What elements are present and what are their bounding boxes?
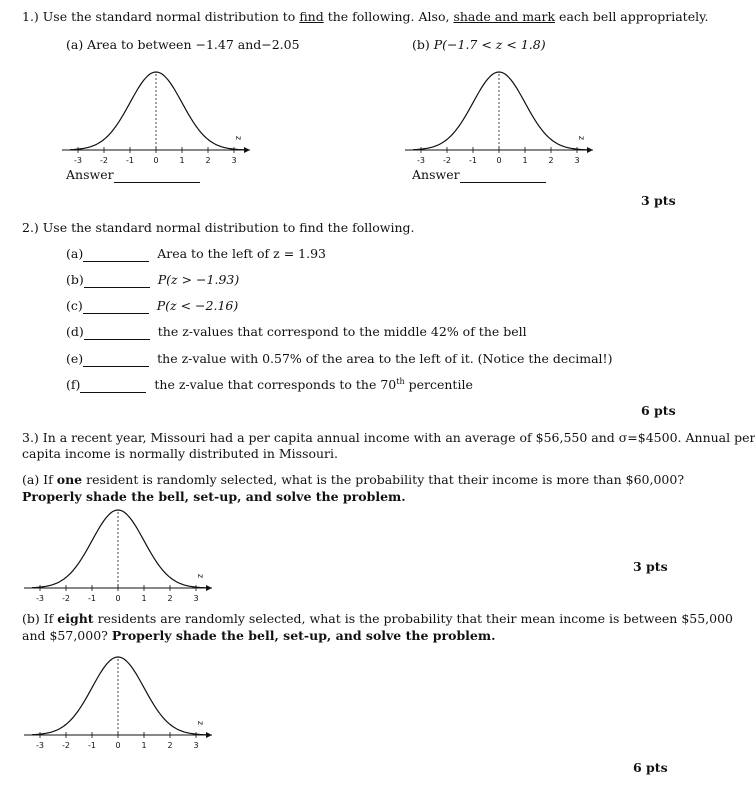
q1-part-b-expr: P(−1.7 < z < 1.8) [433, 37, 546, 52]
q3-part-b [22, 611, 733, 626]
axis-tick-label: 0 [115, 741, 121, 750]
q3-part-a [22, 472, 684, 487]
q3a-bold: one [56, 472, 83, 487]
q3a-pre: (a) If [22, 472, 53, 487]
axis-tick-label: -1 [88, 594, 96, 603]
q3b-pre: (b) If [22, 611, 54, 626]
q2-answer-blank[interactable] [83, 246, 149, 262]
bell-curve-line [413, 72, 587, 150]
axis-tick-label: 1 [522, 156, 528, 165]
bell-curve-line [32, 657, 206, 735]
q2-answer-blank[interactable] [84, 272, 150, 288]
q3b-bold: eight [57, 611, 94, 626]
bell-curve-1a[interactable] [60, 62, 260, 170]
answer-line[interactable] [460, 167, 546, 183]
bell-curve-line [70, 72, 244, 150]
axis-tick-label: 1 [179, 156, 185, 165]
bell-curve-3b[interactable] [22, 655, 222, 755]
axis-z-label: z [234, 135, 243, 141]
q2-item-text: the z-value that corresponds to the 70 [154, 377, 397, 393]
q3a-instructions: Properly shade the bell, set-up, and solve the problem. [22, 489, 406, 504]
q2-item [66, 272, 239, 288]
axis-tick-label: 2 [167, 594, 173, 603]
axis-tick-label: -2 [100, 156, 108, 165]
q1-intro-to: to [282, 9, 296, 24]
q2-answer-blank[interactable] [80, 377, 146, 393]
q2-item-text: the z-value with 0.57% of the area to the left of it. (Notice the decimal!) [157, 351, 613, 366]
q2-item-text: the z-values that correspond to the middle 42% of the bell [157, 324, 527, 339]
axis-tick-label: -2 [443, 156, 451, 165]
bell-curve-line [32, 510, 206, 588]
q2-item-label: (b) [66, 272, 84, 287]
axis-tick-label: -3 [36, 741, 44, 750]
q2-answer-blank[interactable] [83, 298, 149, 314]
axis-tick-label: -1 [469, 156, 477, 165]
q3b-post: residents are randomly selected, what is the probability that their mean income is between $55,000 [97, 611, 734, 626]
q2-f-tail: percentile [408, 377, 473, 393]
axis-tick-label: 1 [141, 741, 147, 750]
axis-tick-label: -3 [74, 156, 82, 165]
bell-curve-3a[interactable] [22, 510, 222, 608]
axis-tick-label: 0 [115, 594, 121, 603]
q1-points: 3 pts [641, 193, 676, 208]
q1-intro-text: 1.) Use the standard normal distribution [22, 9, 279, 24]
axis-tick-label: -1 [126, 156, 134, 165]
axis-arrow-icon [587, 147, 593, 153]
q2-item-label: (f) [66, 377, 81, 393]
axis-tick-label: 3 [574, 156, 580, 165]
q2-item-label: (e) [66, 351, 84, 366]
answer-label: Answer [66, 167, 114, 182]
q3b-instructions: Properly shade the bell, set-up, and solve the problem. [111, 628, 496, 643]
q3a-points: 3 pts [633, 559, 668, 574]
axis-arrow-icon [244, 147, 250, 153]
q1-part-a: (a) Area to between −1.47 and−2.05 [66, 37, 300, 52]
q3-intro-line1: 3.) In a recent year, Missouri had a per capita annual income with an average of $56,550 and σ=$4500. Annual per [22, 430, 755, 445]
axis-z-label: z [196, 573, 205, 579]
q1-intro-find: find [299, 9, 324, 24]
bell-curve-1b[interactable] [403, 62, 603, 170]
q2-intro: 2.) Use the standard normal distribution to find the following. [22, 220, 415, 235]
axis-tick-label: -1 [88, 741, 96, 750]
q2-item-text: P(z < −2.16) [156, 298, 239, 313]
q2-item-text: Area to the left of z = 1.93 [157, 246, 326, 261]
q3-part-b-line2 [22, 628, 495, 643]
q2-item [66, 324, 527, 340]
axis-tick-label: 0 [496, 156, 502, 165]
axis-tick-label: 3 [193, 741, 199, 750]
q2-item-text: P(z > −1.93) [157, 272, 240, 287]
q1-intro [22, 9, 708, 24]
axis-z-label: z [577, 135, 586, 141]
q1-part-b [412, 37, 546, 52]
answer-line[interactable] [114, 167, 200, 183]
q2-item-label: (c) [66, 298, 83, 313]
q3-intro-line2: capita income is normally distributed in Missouri. [22, 446, 339, 461]
q3b-points: 6 pts [633, 760, 668, 775]
q1-intro-also: the following. Also, [327, 9, 450, 24]
axis-tick-label: 1 [141, 594, 147, 603]
axis-tick-label: 2 [167, 741, 173, 750]
q2-item [66, 377, 473, 393]
axis-tick-label: -3 [417, 156, 425, 165]
q1-answer-a[interactable] [66, 167, 200, 183]
q2-item [66, 246, 326, 262]
axis-tick-label: 0 [153, 156, 159, 165]
axis-tick-label: -3 [36, 594, 44, 603]
q3a-post: resident is randomly selected, what is the probability that their income is more than $60,000? [86, 472, 685, 487]
q2-answer-blank[interactable] [84, 324, 150, 340]
axis-tick-label: -2 [62, 741, 70, 750]
q1-intro-shade: shade and mark [453, 9, 556, 24]
axis-z-label: z [196, 720, 205, 726]
axis-arrow-icon [206, 732, 212, 738]
axis-tick-label: -2 [62, 594, 70, 603]
q1-part-b-label: (b) [412, 37, 430, 52]
answer-label: Answer [412, 167, 460, 182]
q1-intro-end: each bell appropriately. [559, 9, 709, 24]
axis-tick-label: 2 [205, 156, 211, 165]
axis-tick-label: 2 [548, 156, 554, 165]
axis-arrow-icon [206, 585, 212, 591]
q2-item-label: (d) [66, 324, 84, 339]
q2-answer-blank[interactable] [83, 351, 149, 367]
q2-item [66, 351, 612, 367]
q3b-line2: and $57,000? [22, 628, 108, 643]
q1-answer-b[interactable] [412, 167, 546, 183]
q2-item [66, 298, 238, 314]
axis-tick-label: 3 [231, 156, 237, 165]
q2-item-label: (a) [66, 246, 84, 261]
axis-tick-label: 3 [193, 594, 199, 603]
q2-f-suffix: th [396, 377, 405, 386]
q2-points: 6 pts [641, 403, 676, 418]
